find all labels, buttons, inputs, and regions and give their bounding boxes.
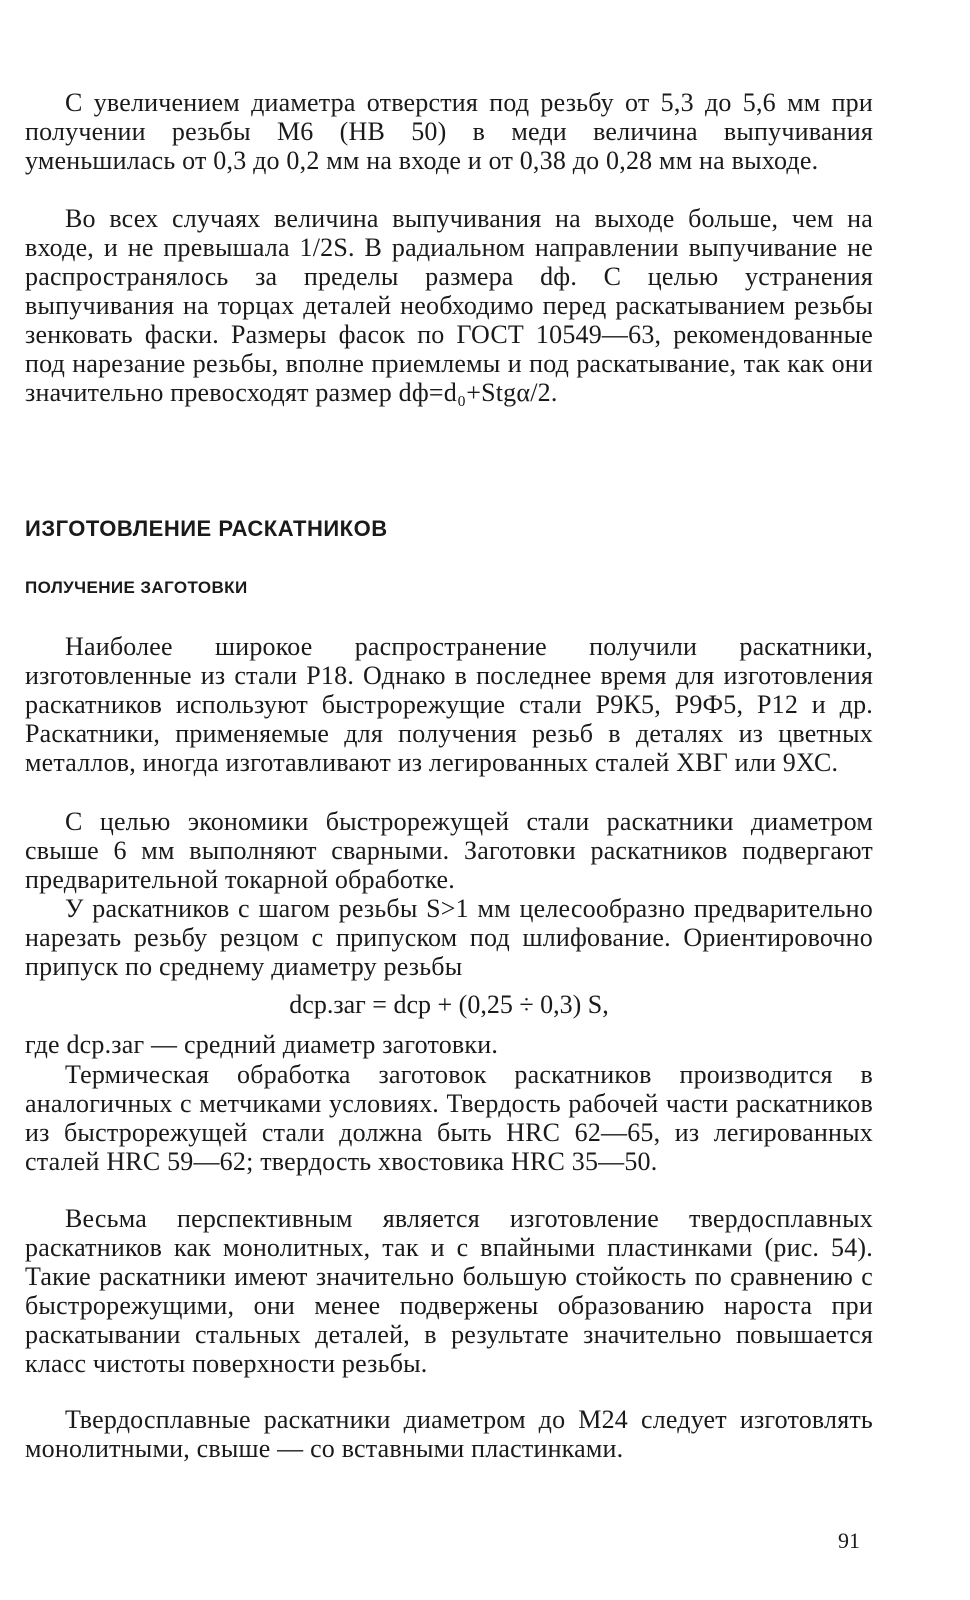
paragraph-grinding-allowance: У раскатников с шагом резьбы S>1 мм целесообразно предварительно нарезать резьбу резцом с припуском под шлифование. Ориентировочно припуск по среднему диаметру резьбы (25, 894, 873, 981)
paragraph-bulging-chamfers: Во всех случаях величина выпучивания на выходе больше, чем на входе, и не превышала 1/2S. В радиальном направлении выпучивание не распространялось за пределы размера dф. С целью устранения выпучивания на торцах деталей необходимо перед раскатыванием резьбы зенковать фаски. Размеры фасок по ГОСТ 10549—63, рекомендованные под нарезание резьбы, вполне приемлемы и под раскатывание, так как они значительно превосходят размер dф=d₀+Stgα/2. (25, 204, 873, 407)
paragraph-steel-grades: Наиболее широкое распространение получили раскатники, изготовленные из стали Р18. Однако в последнее время для изготовления раскатников используют быстрорежущие стали Р9К5, Р9Ф5, Р12 и др. Раскатники, применяемые для получения резьб в деталях из цветных металлов, иногда изготавливают из легированных сталей ХВГ или 9ХС. (25, 632, 873, 777)
paragraph-heat-treatment: Термическая обработка заготовок раскатников производится в аналогичных с метчиками условиях. Твердость рабочей части раскатников из быстрорежущей стали должна быть HRC 62—65, из легированных сталей HRC 59—62; твердость хвостовика HRC 35—50. (25, 1060, 873, 1176)
allowance-formula: dср.заг = dср + (0,25 ÷ 0,3) S, (289, 990, 609, 1019)
section-heading: ИЗГОТОВЛЕНИЕ РАСКАТНИКОВ (25, 516, 388, 541)
formula-note: где dср.заг — средний диаметр заготовки. (25, 1030, 499, 1059)
paragraph-monolithic-rollers: Твердосплавные раскатники диаметром до М24 следует изготовлять монолитными, свыше — со вставными пластинками. (25, 1405, 873, 1463)
paragraph-welded-rollers: С целью экономики быстрорежущей стали раскатники диаметром свыше 6 мм выполняют сварными. Заготовки раскатников подвергают предварительной токарной обработке. (25, 807, 873, 894)
paragraph-copper-bulging: С увеличением диаметра отверстия под резьбу от 5,3 до 5,6 мм при получении резьбы М6 (HB 50) в меди величина выпучивания уменьшилась от 0,3 до 0,2 мм на входе и от 0,38 до 0,28 мм на выходе. (25, 88, 873, 175)
page-number: 91 (838, 1528, 860, 1553)
paragraph-carbide-rollers: Весьма перспективным является изготовление твердосплавных раскатников как монолитных, так и с впайными пластинками (рис. 54). Такие раскатники имеют значительно большую стойкость по сравнению с быстрорежущими, они менее подвержены образованию нароста при раскатывании стальных деталей, в результате значительно повышается класс чистоты поверхности резьбы. (25, 1204, 873, 1378)
subsection-heading: ПОЛУЧЕНИЕ ЗАГОТОВКИ (25, 578, 248, 597)
